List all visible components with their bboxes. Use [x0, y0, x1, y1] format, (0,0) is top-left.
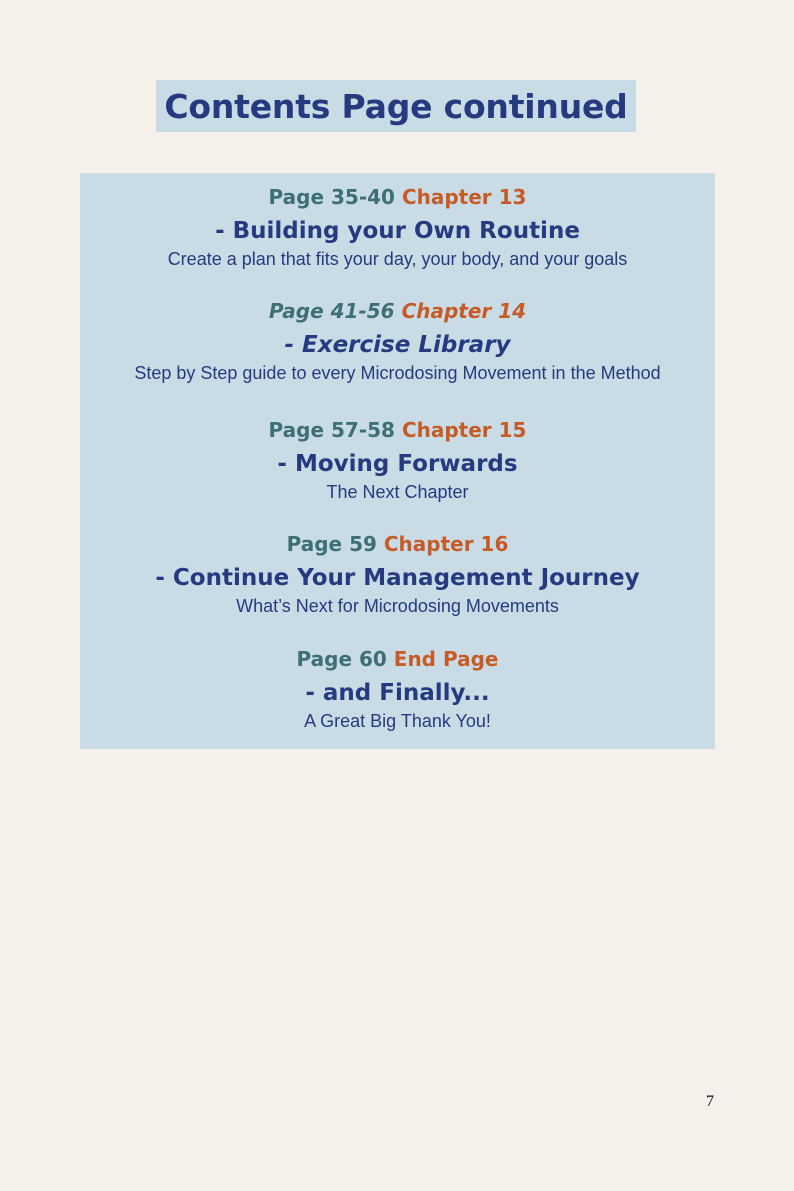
- chapter-description: The Next Chapter: [326, 482, 469, 502]
- chapter-description: Step by Step guide to every Microdosing Movement in the Method: [134, 363, 661, 383]
- chapter-label: Chapter 14: [401, 299, 527, 323]
- entry-heading: [80, 531, 715, 557]
- chapter-title: - and Finally...: [305, 680, 490, 706]
- chapter-description: Create a plan that fits your day, your body, and your goals: [167, 249, 628, 269]
- entry-heading: [80, 184, 715, 210]
- chapter-label: Chapter 15: [401, 418, 527, 442]
- page-range: Page 35-40: [268, 185, 395, 209]
- page-title: Contents Page continued: [164, 86, 628, 126]
- chapter-title: - Building your Own Routine: [215, 218, 580, 244]
- entry-heading: [80, 646, 715, 672]
- chapter-description: A Great Big Thank You!: [304, 711, 491, 731]
- page-range: Page 59: [286, 532, 377, 556]
- entry-heading: [80, 298, 715, 324]
- chapter-label: Chapter 16: [383, 532, 509, 556]
- page-range: Page 41-56: [268, 299, 395, 323]
- chapter-description: What’s Next for Microdosing Movements: [236, 596, 559, 616]
- chapter-label: Chapter 13: [401, 185, 527, 209]
- chapter-title: - Moving Forwards: [277, 451, 518, 477]
- page-number: 7: [706, 1093, 714, 1110]
- contents-list: [80, 173, 715, 749]
- page-range: Page 57-58: [268, 418, 395, 442]
- entry-heading: [80, 417, 715, 443]
- chapter-title: - Continue Your Management Journey: [155, 565, 640, 591]
- page-range: Page 60: [296, 647, 387, 671]
- title-banner: [156, 80, 636, 132]
- chapter-title: - Exercise Library: [284, 332, 511, 358]
- chapter-label: End Page: [393, 647, 499, 671]
